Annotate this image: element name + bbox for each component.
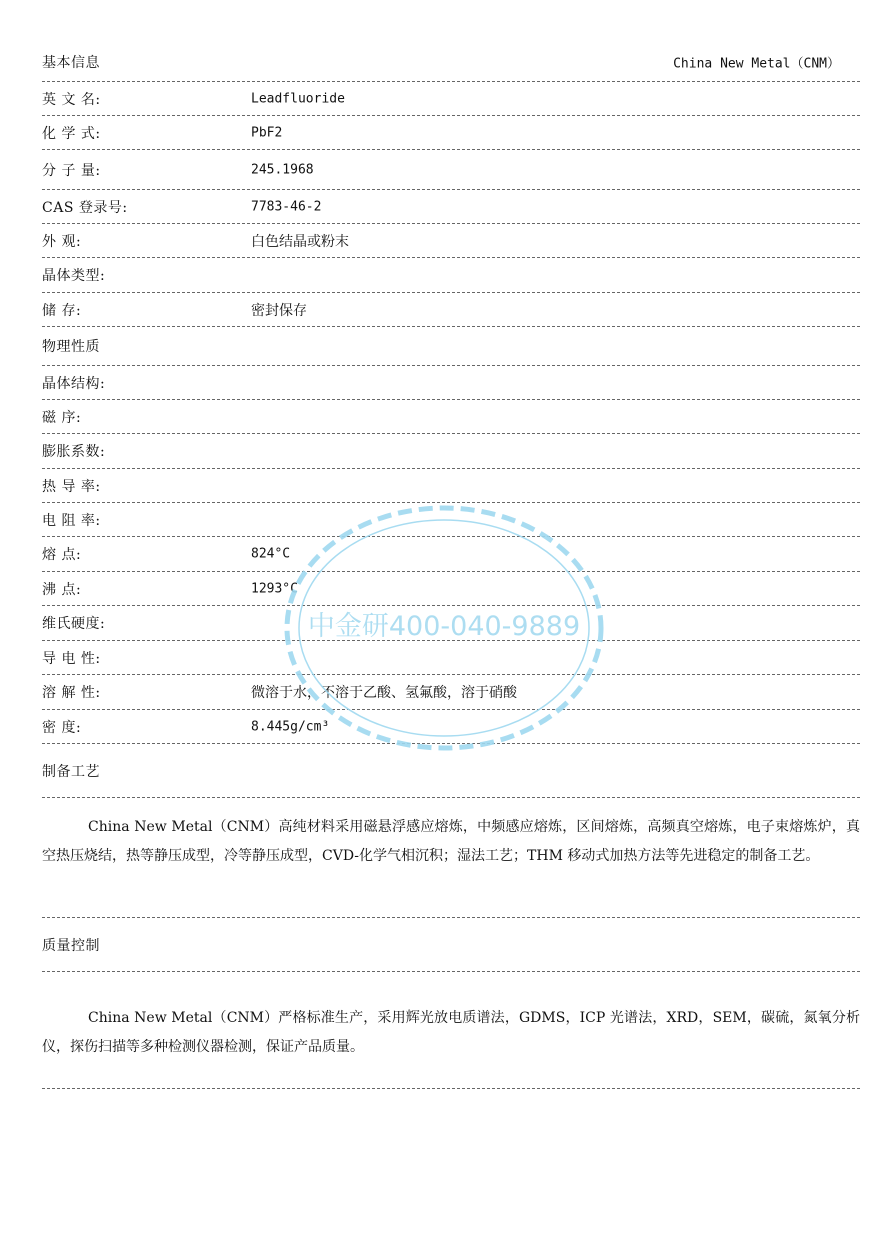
section-title: 物理性质 (42, 339, 100, 355)
section-title: 制备工艺 (42, 763, 100, 780)
field-value: 微溶于水，不溶于乙酸、氢氟酸，溶于硝酸 (251, 685, 517, 701)
field-label: 导 电 性: (42, 650, 101, 667)
prop-row-expansion (42, 434, 860, 469)
field-value: 1293°C (251, 581, 298, 596)
prop-row-boiling-point (42, 572, 860, 606)
prop-row-magnetic-order (42, 400, 860, 434)
section-heading-physical (42, 327, 860, 366)
prop-row-density (42, 710, 860, 744)
field-label: 电 阻 率: (42, 512, 101, 529)
field-value: Leadfluoride (251, 91, 345, 106)
field-label: 磁 序: (42, 409, 82, 426)
process-paragraph: China New Metal（CNM）高纯材料采用磁悬浮感应熔炼，中频感应熔炼，区间熔炼，高频真空熔炼，电子束熔炼炉，真空热压烧结，热等静压成型，冷等静压成型，CVD-化学气相沉积；湿法工艺；THM 移动式加热方法等先进稳定的制备工艺。 (42, 819, 860, 864)
field-label: 膨胀系数: (42, 444, 106, 460)
header-row (42, 42, 860, 82)
section-title: 质量控制 (42, 937, 100, 954)
field-label: 晶体类型: (42, 268, 106, 284)
prop-row-melting-point (42, 537, 860, 572)
field-label: 溶 解 性: (42, 685, 101, 701)
info-row-formula (42, 116, 860, 150)
info-row-cas (42, 190, 860, 224)
field-label: 分 子 量: (42, 162, 101, 179)
quality-paragraph: China New Metal（CNM）严格标准生产，采用辉光放电质谱法，GDMS，ICP 光谱法，XRD，SEM，碳硫，氮氧分析仪，探伤扫描等多种检测仪器检测，保证产品质量。 (42, 1010, 860, 1055)
field-label: 沸 点: (42, 581, 82, 598)
field-label: 维氏硬度: (42, 616, 106, 632)
process-divider (42, 880, 860, 918)
field-label: 储 存: (42, 302, 82, 319)
field-value: 8.445g/cm³ (251, 719, 330, 734)
info-row-storage (42, 293, 860, 327)
prop-row-thermal-conductivity (42, 469, 860, 503)
field-label: 英 文 名: (42, 91, 101, 108)
field-value: 7783-46-2 (251, 199, 322, 214)
prop-row-resistivity (42, 503, 860, 537)
info-row-english-name (42, 82, 860, 116)
prop-row-solubility (42, 675, 860, 710)
field-label: 外 观: (42, 233, 82, 250)
field-label: CAS 登录号: (42, 199, 128, 216)
field-value: 密封保存 (251, 302, 307, 319)
info-row-appearance (42, 224, 860, 258)
watermark-text: 中金研400-040-9889 (307, 611, 581, 642)
field-value: 245.1968 (251, 162, 314, 177)
section-heading-quality (42, 918, 860, 972)
field-label: 热 导 率: (42, 478, 101, 495)
quality-divider (42, 1060, 860, 1089)
field-value: 824°C (251, 546, 291, 562)
section-title-basic-info: 基本信息 (42, 54, 100, 71)
field-label: 熔 点: (42, 547, 82, 563)
prop-row-vickers-hardness (42, 606, 860, 641)
field-value: PbF2 (251, 125, 283, 140)
section-heading-process (42, 744, 860, 798)
info-row-crystal-type (42, 258, 860, 293)
field-label: 化 学 式: (42, 125, 101, 142)
field-label: 晶体结构: (42, 375, 106, 392)
prop-row-conductivity (42, 641, 860, 675)
prop-row-crystal-structure (42, 366, 860, 400)
info-row-molecular-weight (42, 150, 860, 190)
company-name: China New Metal（CNM） (673, 56, 840, 71)
field-value: 白色结晶或粉末 (251, 233, 349, 250)
field-label: 密 度: (42, 719, 82, 736)
